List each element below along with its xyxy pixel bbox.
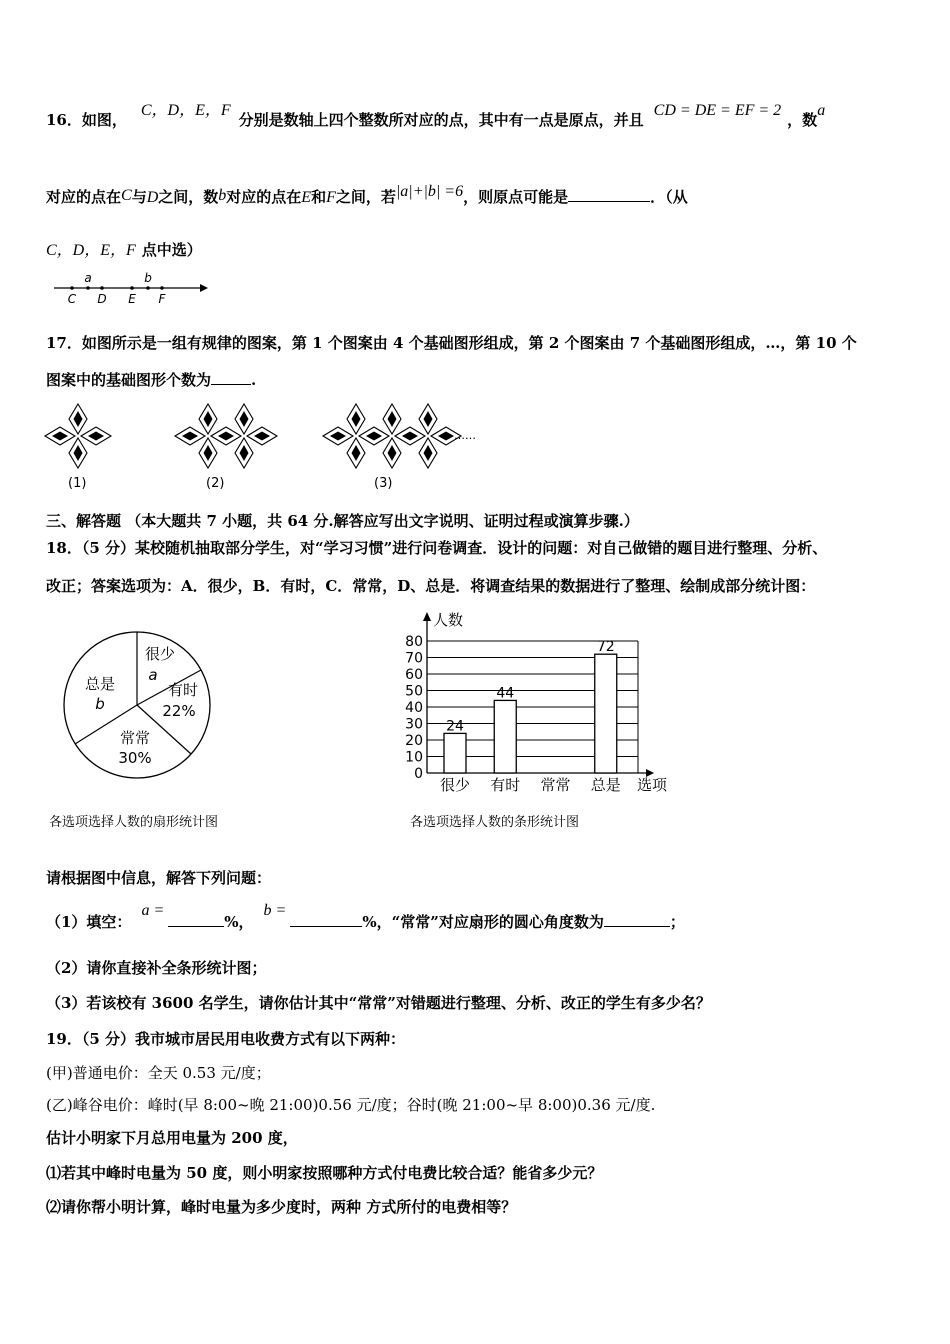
q16-text: ，则原点可能是 bbox=[463, 188, 569, 206]
q16-point-e: E bbox=[301, 189, 312, 206]
pie-caption: 各选项选择人数的扇形统计图 bbox=[49, 815, 219, 830]
bar-caption: 各选项选择人数的条形统计图 bbox=[410, 815, 580, 830]
q16-answer-blank[interactable] bbox=[568, 187, 650, 202]
pie-label-cc: 常常 bbox=[119, 729, 151, 747]
q18-text: （1）填空： bbox=[46, 913, 132, 931]
q16-point-c: C bbox=[121, 187, 132, 204]
bar-value-label: 44 bbox=[496, 685, 515, 702]
point-b bbox=[146, 286, 150, 290]
q16-points: C，D，E，F bbox=[140, 102, 231, 119]
q17-text: . bbox=[251, 371, 257, 389]
q16-point-d: D bbox=[146, 189, 159, 206]
q16-number: 16．如图， bbox=[46, 111, 127, 129]
q16-points: C，D，E，F bbox=[46, 242, 136, 259]
pie-label-ys-pct: 22% bbox=[162, 702, 196, 720]
q19-line6: ⑵请你帮小明计算，峰时电量为多少度时，两种 方式所付的电费相等？ bbox=[46, 1198, 517, 1216]
x-tick-label: 有时 bbox=[490, 776, 521, 794]
y-tick-label: 50 bbox=[405, 683, 423, 700]
bar-有时 bbox=[494, 700, 516, 773]
y-tick-label: 20 bbox=[405, 733, 423, 749]
q16-text: ．（从 bbox=[650, 188, 688, 206]
pattern-caption-1: (1) bbox=[68, 476, 87, 491]
section-3-heading: 三、解答题 （本大题共 7 小题，共 64 分.解答应写出文字说明、证明过程或演算步骤.） bbox=[46, 512, 639, 530]
q16-text: 点中选） bbox=[141, 241, 202, 259]
bar-总是 bbox=[595, 654, 617, 773]
y-tick-label: 70 bbox=[405, 650, 423, 667]
q16-var-b: b bbox=[218, 187, 227, 204]
x-axis-title: 选项 bbox=[636, 776, 668, 794]
axis-label-d: D bbox=[97, 292, 107, 306]
q16-line3 bbox=[46, 240, 202, 261]
q18-ask: 请根据图中信息，解答下列问题： bbox=[46, 869, 272, 887]
q16-equation: CD = DE = EF = 2 bbox=[653, 102, 782, 119]
x-tick-label: 常常 bbox=[540, 776, 571, 794]
pattern-2 bbox=[175, 404, 277, 468]
q16-point-f: F bbox=[326, 189, 336, 206]
pie-label-b: b bbox=[95, 695, 105, 713]
pattern-caption-3: (3) bbox=[374, 476, 393, 491]
y-tick-label: 60 bbox=[405, 667, 423, 683]
q18-var-a: a = bbox=[141, 902, 165, 919]
q18-text: %，“常常”对应扇形的圆心角度数为 bbox=[362, 913, 604, 931]
bar-value-label: 72 bbox=[596, 639, 615, 656]
q18-text: ； bbox=[669, 913, 685, 931]
q16-line2 bbox=[46, 183, 688, 208]
q16-text: 和 bbox=[311, 188, 327, 206]
number-line bbox=[50, 268, 210, 308]
y-tick-label: 80 bbox=[405, 634, 423, 650]
pie-chart bbox=[55, 625, 225, 795]
q17-line1: 17．如图所示是一组有规律的图案，第 1 个图案由 4 个基础图形组成，第 2 个图案由 7 个基础图形组成，…，第 10 个 bbox=[46, 334, 857, 352]
q16-text: 之间，数 bbox=[158, 188, 219, 206]
q19-line2: (甲)普通电价：全天 0.53 元/度； bbox=[46, 1064, 271, 1082]
bar-chart-bars bbox=[444, 654, 617, 773]
q17-line2 bbox=[46, 370, 256, 390]
axis-label-a: a bbox=[84, 271, 92, 285]
y-tick-label: 30 bbox=[405, 716, 423, 733]
q16-text: ，数 bbox=[787, 111, 818, 129]
q16-text: 与 bbox=[131, 188, 147, 206]
q18-line2: 改正；答案选项为：A．很少，B．有时，C．常常，D、总是．将调查结果的数据进行了整理、绘制成部分统计图： bbox=[46, 577, 816, 595]
q18-blank-a[interactable] bbox=[168, 912, 224, 927]
pattern-1 bbox=[45, 404, 111, 468]
pattern-figures bbox=[40, 395, 520, 495]
pie-label-a: a bbox=[148, 666, 158, 684]
pie-label-hs: 很少 bbox=[144, 645, 176, 663]
q17-answer-blank[interactable] bbox=[211, 370, 251, 385]
q18-line1: 18．（5 分）某校随机抽取部分学生，对“学习习惯”进行问卷调查．设计的问题：对自己做错的题目进行整理、分析、 bbox=[46, 539, 828, 557]
pie-label-ys: 有时 bbox=[167, 681, 199, 699]
bar-很少 bbox=[444, 733, 466, 773]
q18-var-b: b = bbox=[263, 902, 287, 919]
tick-e bbox=[130, 286, 134, 290]
x-tick-label: 很少 bbox=[439, 776, 471, 794]
q18-blank-angle[interactable] bbox=[604, 912, 670, 927]
q19-line4: 估计小明家下月总用电量为 200 度， bbox=[46, 1129, 298, 1147]
axis-label-c: C bbox=[67, 292, 77, 306]
q16-line1 bbox=[46, 102, 826, 131]
x-tick-label: 总是 bbox=[590, 776, 621, 794]
number-line-arrow-icon bbox=[200, 284, 208, 292]
q19-line3: (乙)峰谷电价：峰时(早 8:00~晚 21:00)0.56 元/度；谷时(晚 21:00~早 8:00)0.36 元/度. bbox=[46, 1096, 656, 1114]
pattern-3 bbox=[323, 404, 461, 468]
axis-label-f: F bbox=[158, 292, 166, 306]
q16-text: 对应的点在 bbox=[226, 188, 302, 206]
y-tick-label: 0 bbox=[414, 766, 423, 782]
q16-text: 分别是数轴上四个整数所对应的点，其中有一点是原点，并且 bbox=[238, 111, 644, 129]
q16-var-a: a bbox=[817, 102, 826, 119]
q18-part2: （2）请你直接补全条形统计图； bbox=[46, 959, 267, 977]
pattern-caption-2: (2) bbox=[206, 476, 225, 491]
y-tick-label: 10 bbox=[405, 749, 423, 766]
q18-part3: （3）若该校有 3600 名学生，请你估计其中“常常”对错题进行整理、分析、改正的学生有多少名？ bbox=[46, 994, 711, 1012]
bar-chart bbox=[395, 605, 695, 805]
q18-blank-b[interactable] bbox=[290, 912, 362, 927]
q19-line1: 19．（5 分）我市城市居民用电收费方式有以下两种： bbox=[46, 1030, 406, 1048]
axis-label-e: E bbox=[128, 292, 136, 306]
tick-c bbox=[70, 286, 74, 290]
tick-d bbox=[100, 286, 104, 290]
point-a bbox=[86, 286, 90, 290]
bar-value-label: 24 bbox=[446, 718, 464, 735]
y-axis-title: 人数 bbox=[433, 611, 464, 629]
y-tick-label: 40 bbox=[405, 700, 423, 716]
q18-text: %， bbox=[224, 913, 254, 931]
tick-f bbox=[160, 286, 164, 290]
q16-text: 对应的点在 bbox=[46, 188, 122, 206]
q17-text: 图案中的基础图形个数为 bbox=[46, 371, 212, 389]
axis-label-b: b bbox=[144, 271, 152, 285]
q16-abs-equation: |a|+|b| =6 bbox=[395, 183, 464, 200]
y-axis-arrow-icon bbox=[423, 612, 431, 621]
pattern-ellipsis: …… bbox=[454, 429, 476, 442]
q18-part1 bbox=[46, 902, 685, 933]
q16-text: 之间，若 bbox=[335, 188, 396, 206]
pie-label-cc-pct: 30% bbox=[118, 749, 152, 767]
pie-label-zs: 总是 bbox=[84, 675, 116, 693]
q19-line5: ⑴若其中峰时电量为 50 度，则小明家按照哪种方式付电费比较合适？能省多少元？ bbox=[46, 1164, 603, 1182]
